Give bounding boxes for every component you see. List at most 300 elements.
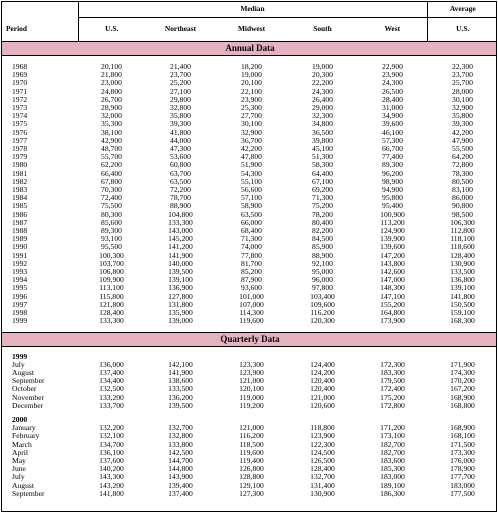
cell-period: 1979: [12, 152, 28, 162]
cell-us-median: 28,900: [101, 103, 122, 113]
cell-period: 1976: [12, 127, 28, 137]
cell-northeast: 139,500: [168, 267, 193, 277]
cell-south: 120,600: [310, 400, 335, 410]
cell-midwest: 116,200: [239, 431, 264, 441]
cell-period: November: [12, 392, 45, 402]
cell-west: 95,800: [382, 193, 403, 203]
cell-us-median: 133,700: [99, 400, 124, 410]
cell-northeast: 139,000: [168, 316, 193, 326]
cell-northeast: 136,900: [168, 283, 193, 293]
cell-us-median: 38,100: [101, 127, 122, 137]
cell-south: 118,800: [310, 423, 335, 433]
cell-midwest: 127,300: [239, 488, 264, 498]
cell-south: 88,900: [312, 250, 333, 260]
cell-west: 186,300: [380, 488, 405, 498]
cell-west: 98,900: [382, 176, 403, 186]
cell-midwest: 114,300: [239, 308, 264, 318]
cell-west: 147,200: [380, 250, 405, 260]
cell-us-average: 173,300: [450, 447, 475, 457]
cell-midwest: 54,300: [241, 168, 262, 178]
cell-period: 1996: [12, 291, 28, 301]
cell-us-median: 128,400: [99, 308, 124, 318]
cell-west: 182,700: [380, 439, 405, 449]
cell-us-average: 171,900: [450, 359, 475, 369]
cell-south: 116,200: [310, 308, 335, 318]
cell-us-median: 136,000: [99, 359, 124, 369]
cell-period: 1975: [12, 119, 28, 129]
period-column-header: Period: [6, 24, 27, 34]
cell-period: January: [12, 423, 36, 433]
cell-northeast: 63,700: [170, 168, 191, 178]
cell-us-average: 86,000: [452, 193, 473, 203]
cell-midwest: 71,300: [241, 234, 262, 244]
cell-us-median: 134,400: [99, 376, 124, 386]
cell-us-median: 66,400: [101, 168, 122, 178]
cell-west: 23,900: [382, 70, 403, 80]
cell-west: 57,300: [382, 135, 403, 145]
cell-us-median: 136,100: [99, 447, 124, 457]
cell-period: July: [12, 359, 25, 369]
cell-us-average: 55,500: [452, 144, 473, 154]
cell-us-average: 141,800: [450, 291, 475, 301]
table-row: [2, 317, 497, 325]
cell-west: 148,300: [380, 283, 405, 293]
cell-period: March: [12, 439, 32, 449]
cell-us-average: 139,100: [450, 283, 475, 293]
cell-us-median: 106,800: [99, 267, 124, 277]
cell-south: 26,400: [312, 94, 333, 104]
cell-period: September: [12, 488, 45, 498]
cell-midwest: 63,500: [241, 209, 262, 219]
cell-midwest: 119,600: [239, 316, 264, 326]
cell-us-median: 48,700: [101, 144, 122, 154]
cell-period: 1999: [12, 316, 28, 326]
cell-us-median: 133,200: [99, 392, 124, 402]
cell-northeast: 136,200: [168, 392, 193, 402]
cell-period: 1983: [12, 185, 28, 195]
cell-midwest: 18,200: [241, 62, 262, 71]
cell-period: 1968: [12, 62, 28, 71]
cell-us-average: 118,600: [450, 242, 475, 252]
cell-us-average: 83,100: [452, 185, 473, 195]
cell-northeast: 88,900: [170, 201, 191, 211]
cell-west: 155,200: [380, 299, 405, 309]
cell-us-median: 24,800: [101, 86, 122, 96]
cell-west: 24,300: [382, 78, 403, 88]
cell-northeast: 104,800: [168, 209, 193, 219]
cell-period: 1973: [12, 103, 28, 113]
cell-us-average: 30,100: [452, 94, 473, 104]
cell-midwest: 42,200: [241, 144, 262, 154]
cell-south: 64,400: [312, 168, 333, 178]
cell-northeast: 139,100: [168, 275, 193, 285]
cell-midwest: 57,100: [241, 193, 262, 203]
cell-west: 96,200: [382, 168, 403, 178]
cell-period: September: [12, 376, 45, 386]
cell-west: 139,600: [380, 242, 405, 252]
cell-northeast: 142,500: [168, 447, 193, 457]
cell-northeast: 139,500: [168, 400, 193, 410]
cell-northeast: 41,800: [170, 127, 191, 137]
cell-period: 1998: [12, 308, 28, 318]
cell-us-average: 25,700: [452, 78, 473, 88]
cell-west: 171,200: [380, 423, 405, 433]
cell-us-median: 132,500: [99, 384, 124, 394]
cell-midwest: 101,000: [239, 291, 264, 301]
cell-us-average: 28,000: [452, 86, 473, 96]
cell-northeast: 145,200: [168, 234, 193, 244]
cell-us-median: 133,300: [99, 316, 124, 326]
table-row: [2, 490, 497, 498]
cell-period: 1988: [12, 226, 28, 236]
cell-south: 24,300: [312, 86, 333, 96]
cell-us-median: 140,200: [99, 464, 124, 474]
cell-midwest: 36,700: [241, 135, 262, 145]
cell-period: 1981: [12, 168, 28, 178]
cell-us-average: 32,900: [452, 103, 473, 113]
cell-us-median: 75,500: [101, 201, 122, 211]
cell-midwest: 123,900: [239, 367, 264, 377]
cell-period: 1971: [12, 86, 28, 96]
cell-us-median: 109,900: [99, 275, 124, 285]
data-table-frame: [1, 1, 497, 512]
cell-us-average: 168,800: [450, 400, 475, 410]
cell-us-average: 106,300: [450, 217, 475, 227]
cell-south: 71,300: [312, 193, 333, 203]
table-row: [2, 402, 497, 410]
cell-northeast: 35,800: [170, 111, 191, 121]
cell-us-average: 130,900: [450, 258, 475, 268]
cell-us-median: 72,400: [101, 193, 122, 203]
cell-us-average: 98,500: [452, 209, 473, 219]
cell-midwest: 121,000: [239, 376, 264, 386]
column-header-us-average: U.S.: [427, 18, 497, 42]
cell-south: 103,400: [310, 291, 335, 301]
cell-northeast: 144,700: [168, 455, 193, 465]
cell-northeast: 141,900: [168, 250, 193, 260]
cell-us-average: 168,900: [450, 392, 475, 402]
cell-south: 20,300: [312, 70, 333, 80]
cell-west: 139,900: [380, 234, 405, 244]
cell-midwest: 32,900: [241, 127, 262, 137]
cell-us-median: 141,800: [99, 488, 124, 498]
cell-northeast: 47,300: [170, 144, 191, 154]
median-group-header: Median: [78, 2, 427, 18]
cell-midwest: 30,100: [241, 119, 262, 129]
cell-south: 82,200: [312, 226, 333, 236]
average-group-header: Average: [427, 2, 497, 18]
cell-south: 75,200: [312, 201, 333, 211]
cell-us-median: 95,500: [101, 242, 122, 252]
quarterly-section-banner: [2, 332, 497, 346]
cell-midwest: 74,000: [241, 242, 262, 252]
cell-us-average: 159,100: [450, 308, 475, 318]
cell-us-median: 67,800: [101, 176, 122, 186]
cell-south: 39,800: [312, 135, 333, 145]
cell-northeast: 53,600: [170, 152, 191, 162]
cell-northeast: 27,100: [170, 86, 191, 96]
cell-midwest: 66,000: [241, 217, 262, 227]
cell-midwest: 55,100: [241, 176, 262, 186]
cell-period: 1978: [12, 144, 28, 154]
cell-us-median: 85,600: [101, 217, 122, 227]
cell-period: August: [12, 480, 34, 490]
cell-midwest: 107,000: [239, 299, 264, 309]
cell-west: 172,400: [380, 384, 405, 394]
cell-period: 1989: [12, 234, 28, 244]
cell-period: August: [12, 367, 34, 377]
cell-period: July: [12, 472, 25, 482]
cell-us-average: 42,200: [452, 127, 473, 137]
cell-midwest: 58,900: [241, 201, 262, 211]
cell-us-average: 183,000: [450, 480, 475, 490]
cell-us-average: 168,900: [450, 423, 475, 433]
cell-west: 147,100: [380, 291, 405, 301]
cell-midwest: 118,500: [239, 439, 264, 449]
cell-period: 1992: [12, 258, 28, 268]
cell-west: 39,600: [382, 119, 403, 129]
cell-us-average: 64,200: [452, 152, 473, 162]
cell-midwest: 128,800: [239, 472, 264, 482]
cell-northeast: 23,700: [170, 70, 191, 80]
cell-us-median: 89,300: [101, 226, 122, 236]
cell-south: 124,500: [310, 447, 335, 457]
cell-south: 67,100: [312, 176, 333, 186]
column-header-midwest: Midwest: [237, 24, 266, 34]
cell-us-median: 32,000: [101, 111, 122, 121]
cell-south: 19,000: [312, 62, 333, 71]
cell-us-average: 118,100: [450, 234, 475, 244]
cell-period: 1972: [12, 94, 28, 104]
cell-northeast: 72,200: [170, 185, 191, 195]
cell-midwest: 47,800: [241, 152, 262, 162]
cell-northeast: 141,200: [168, 242, 193, 252]
cell-us-average: 150,500: [450, 299, 475, 309]
cell-south: 36,500: [312, 127, 333, 137]
cell-northeast: 138,600: [168, 376, 193, 386]
cell-northeast: 78,700: [170, 193, 191, 203]
cell-south: 22,200: [312, 78, 333, 88]
cell-us-median: 23,000: [101, 78, 122, 88]
period-header-spacer: [2, 2, 78, 18]
column-header-west: West: [384, 24, 401, 34]
cell-us-median: 21,800: [101, 70, 122, 80]
cell-period: 1969: [12, 70, 28, 80]
cell-us-median: 137,600: [99, 455, 124, 465]
cell-period: 1991: [12, 250, 28, 260]
cell-us-average: 177,700: [450, 472, 475, 482]
cell-us-average: 112,800: [450, 226, 475, 236]
cell-period: 1995: [12, 283, 28, 293]
cell-south: 109,600: [310, 299, 335, 309]
cell-us-median: 143,200: [99, 480, 124, 490]
cell-northeast: 140,000: [168, 258, 193, 268]
cell-northeast: 127,800: [168, 291, 193, 301]
cell-us-median: 93,100: [101, 234, 122, 244]
cell-us-average: 35,800: [452, 111, 473, 121]
cell-midwest: 119,200: [239, 400, 264, 410]
column-header-northeast: Northeast: [164, 24, 197, 34]
cell-us-average: 47,900: [452, 135, 473, 145]
cell-us-median: 103,700: [99, 258, 124, 268]
cell-us-median: 42,900: [101, 135, 122, 145]
cell-period: 1980: [12, 160, 28, 170]
cell-midwest: 121,000: [239, 423, 264, 433]
cell-us-average: 39,300: [452, 119, 473, 129]
cell-midwest: 22,100: [241, 86, 262, 96]
cell-midwest: 25,300: [241, 103, 262, 113]
cell-south: 97,800: [312, 283, 333, 293]
column-header-us-median: U.S.: [78, 18, 145, 42]
cell-northeast: 143,900: [168, 472, 193, 482]
cell-midwest: 51,900: [241, 160, 262, 170]
cell-us-average: 90,800: [452, 201, 473, 211]
cell-midwest: 126,800: [239, 464, 264, 474]
annual-section-banner: [2, 42, 497, 56]
cell-us-average: 177,500: [450, 488, 475, 498]
cell-midwest: 119,000: [239, 392, 264, 402]
cell-south: 84,500: [312, 234, 333, 244]
cell-period: 1977: [12, 135, 28, 145]
cell-west: 175,200: [380, 392, 405, 402]
cell-us-median: 143,300: [99, 472, 124, 482]
cell-northeast: 143,000: [168, 226, 193, 236]
cell-west: 182,700: [380, 447, 405, 457]
cell-midwest: 119,600: [239, 447, 264, 457]
cell-northeast: 60,800: [170, 160, 191, 170]
cell-south: 58,300: [312, 160, 333, 170]
cell-northeast: 142,100: [168, 359, 193, 369]
cell-northeast: 133,800: [168, 439, 193, 449]
cell-period: April: [12, 447, 29, 457]
cell-south: 123,900: [310, 431, 335, 441]
header-row-columns: [2, 18, 497, 42]
cell-northeast: 132,800: [168, 431, 193, 441]
cell-south: 85,900: [312, 242, 333, 252]
cell-west: 89,300: [382, 160, 403, 170]
cell-period: 1985: [12, 201, 28, 211]
cell-south: 78,200: [312, 209, 333, 219]
cell-midwest: 19,000: [241, 70, 262, 80]
cell-us-average: 136,800: [450, 275, 475, 285]
cell-northeast: 144,800: [168, 464, 193, 474]
cell-midwest: 123,300: [239, 359, 264, 369]
cell-west: 124,900: [380, 226, 405, 236]
cell-midwest: 77,800: [241, 250, 262, 260]
cell-northeast: 133,500: [168, 384, 193, 394]
cell-south: 130,900: [310, 488, 335, 498]
cell-south: 80,400: [312, 217, 333, 227]
cell-west: 183,000: [380, 472, 405, 482]
cell-us-average: 80,500: [452, 176, 473, 186]
cell-us-average: 133,500: [450, 267, 475, 277]
cell-south: 96,000: [312, 275, 333, 285]
cell-midwest: 129,100: [239, 480, 264, 490]
cell-west: 26,500: [382, 86, 403, 96]
cell-west: 34,900: [382, 111, 403, 121]
cell-period: 1997: [12, 299, 28, 309]
cell-northeast: 133,300: [168, 217, 193, 227]
cell-west: 185,300: [380, 464, 405, 474]
year-group-label: 1999: [12, 351, 28, 361]
cell-south: 32,300: [312, 111, 333, 121]
cell-west: 172,300: [380, 359, 405, 369]
cell-us-median: 100,300: [99, 250, 124, 260]
cell-us-average: 72,800: [452, 160, 473, 170]
cell-period: 1970: [12, 78, 28, 88]
cell-west: 142,600: [380, 267, 405, 277]
cell-period: February: [12, 431, 40, 441]
cell-us-average: 178,900: [450, 464, 475, 474]
cell-period: 1984: [12, 193, 28, 203]
cell-us-average: 22,300: [452, 62, 473, 71]
cell-south: 132,700: [310, 472, 335, 482]
cell-south: 51,300: [312, 152, 333, 162]
cell-us-average: 23,700: [452, 70, 473, 80]
cell-west: 172,800: [380, 400, 405, 410]
cell-us-median: 132,100: [99, 431, 124, 441]
cell-period: December: [12, 400, 44, 410]
cell-us-median: 26,700: [101, 94, 122, 104]
cell-west: 28,400: [382, 94, 403, 104]
cell-south: 122,300: [310, 439, 335, 449]
cell-west: 95,400: [382, 201, 403, 211]
cell-south: 128,400: [310, 464, 335, 474]
cell-northeast: 139,400: [168, 480, 193, 490]
cell-midwest: 56,600: [241, 185, 262, 195]
cell-us-average: 167,200: [450, 384, 475, 394]
cell-west: 164,800: [380, 308, 405, 318]
cell-south: 120,400: [310, 376, 335, 386]
cell-west: 77,400: [382, 152, 403, 162]
cell-south: 121,000: [310, 392, 335, 402]
cell-south: 69,200: [312, 185, 333, 195]
cell-us-average: 171,500: [450, 439, 475, 449]
cell-period: 1974: [12, 111, 28, 121]
cell-west: 31,000: [382, 103, 403, 113]
cell-northeast: 63,500: [170, 176, 191, 186]
cell-period: 1993: [12, 267, 28, 277]
cell-period: 1990: [12, 242, 28, 252]
cell-west: 100,900: [380, 209, 405, 219]
cell-south: 126,500: [310, 455, 335, 465]
cell-midwest: 27,700: [241, 111, 262, 121]
cell-south: 120,400: [310, 384, 335, 394]
cell-us-median: 35,300: [101, 119, 122, 129]
cell-west: 179,500: [380, 376, 405, 386]
cell-us-median: 115,800: [99, 291, 124, 301]
cell-midwest: 68,400: [241, 226, 262, 236]
cell-west: 66,700: [382, 144, 403, 154]
cell-south: 120,300: [310, 316, 335, 326]
cell-us-average: 78,300: [452, 168, 473, 178]
header-row-groups: [2, 2, 497, 18]
cell-west: 183,300: [380, 367, 405, 377]
cell-period: October: [12, 384, 37, 394]
cell-northeast: 25,200: [170, 78, 191, 88]
quarterly-section-title: Quarterly Data: [2, 332, 497, 346]
cell-us-average: 174,300: [450, 367, 475, 377]
cell-us-median: 55,700: [101, 152, 122, 162]
cell-midwest: 93,600: [241, 283, 262, 293]
cell-period: 1987: [12, 217, 28, 227]
cell-west: 143,800: [380, 258, 405, 268]
cell-northeast: 44,000: [170, 135, 191, 145]
cell-south: 45,100: [312, 144, 333, 154]
cell-northeast: 132,700: [168, 423, 193, 433]
cell-west: 22,900: [382, 62, 403, 71]
cell-period: 1986: [12, 209, 28, 219]
